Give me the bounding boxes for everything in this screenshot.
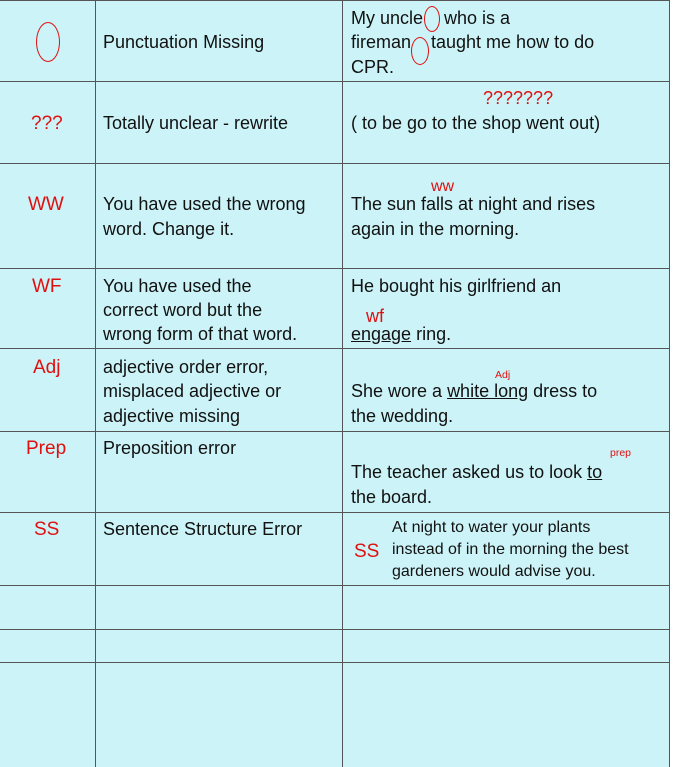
row-divider — [0, 431, 670, 432]
example-line: At night to water your plants — [392, 519, 591, 536]
missing-punctuation-oval — [424, 6, 440, 32]
adjective-mark: Adj — [495, 369, 511, 381]
wrong-word-mark: ww — [431, 178, 455, 195]
example-text: ring. — [411, 324, 452, 344]
example-line: again in the morning. — [351, 219, 520, 239]
example-line: He bought his girlfriend an — [351, 276, 562, 296]
example-line: the board. — [351, 487, 433, 507]
example-line: who is a — [444, 8, 511, 28]
meaning-sentence-structure: Sentence Structure Error — [103, 519, 303, 539]
meaning-line: word. Change it. — [103, 219, 235, 239]
punctuation-oval-symbol — [36, 22, 60, 62]
row-divider — [0, 268, 670, 269]
underlined-words: white long — [447, 381, 529, 401]
missing-punctuation-oval — [411, 37, 429, 65]
example-line: The sun falls at night and rises — [351, 194, 596, 214]
example-text: She wore a — [351, 381, 448, 401]
example-line: fireman — [351, 32, 412, 52]
column-divider — [669, 0, 670, 767]
row-divider — [0, 81, 670, 82]
preposition-mark: prep — [610, 447, 632, 459]
meaning-preposition: Preposition error — [103, 438, 237, 458]
row-divider — [0, 0, 670, 1]
row-divider — [0, 163, 670, 164]
row-divider — [0, 629, 670, 630]
example-text: The teacher asked us to look — [351, 462, 588, 482]
example-line: My uncle — [351, 8, 424, 28]
symbol-adjective: Adj — [33, 357, 61, 378]
underlined-word: engage — [351, 324, 412, 344]
example-line — [351, 460, 602, 485]
wrong-form-mark: wf — [366, 306, 384, 326]
row-divider — [0, 348, 670, 349]
example-line: CPR. — [351, 57, 395, 77]
example-line — [351, 322, 451, 347]
example-line: instead of in the morning the best — [392, 541, 629, 558]
meaning-line: misplaced adjective or — [103, 381, 282, 401]
symbol-wrong-form: WF — [32, 276, 62, 297]
meaning-line: adjective order error, — [103, 357, 269, 377]
unclear-mark: ??????? — [483, 88, 554, 108]
column-divider — [342, 0, 343, 767]
row-divider — [0, 585, 670, 586]
example-line: gardeners would advise you. — [392, 563, 596, 580]
example-line: ( to be go to the shop went out) — [351, 113, 601, 133]
meaning-unclear: Totally unclear - rewrite — [103, 113, 289, 133]
row-divider — [0, 512, 670, 513]
symbol-wrong-word: WW — [28, 194, 64, 215]
symbol-unclear: ??? — [31, 113, 63, 134]
meaning-line: wrong form of that word. — [103, 324, 298, 344]
meaning-line: adjective missing — [103, 406, 241, 426]
example-line: the wedding. — [351, 406, 454, 426]
symbol-sentence-structure: SS — [34, 519, 60, 540]
meaning-line: You have used the wrong — [103, 194, 306, 214]
example-line — [351, 379, 597, 404]
symbol-preposition: Prep — [26, 438, 67, 459]
meaning-line: You have used the — [103, 276, 252, 296]
meaning-punctuation: Punctuation Missing — [103, 32, 265, 52]
example-text: dress to — [528, 381, 598, 401]
sentence-structure-mark: SS — [354, 541, 380, 562]
column-divider — [95, 0, 96, 767]
meaning-line: correct word but the — [103, 300, 263, 320]
underlined-word: to — [587, 462, 603, 482]
row-divider — [0, 662, 670, 663]
example-line: taught me how to do — [431, 32, 595, 52]
